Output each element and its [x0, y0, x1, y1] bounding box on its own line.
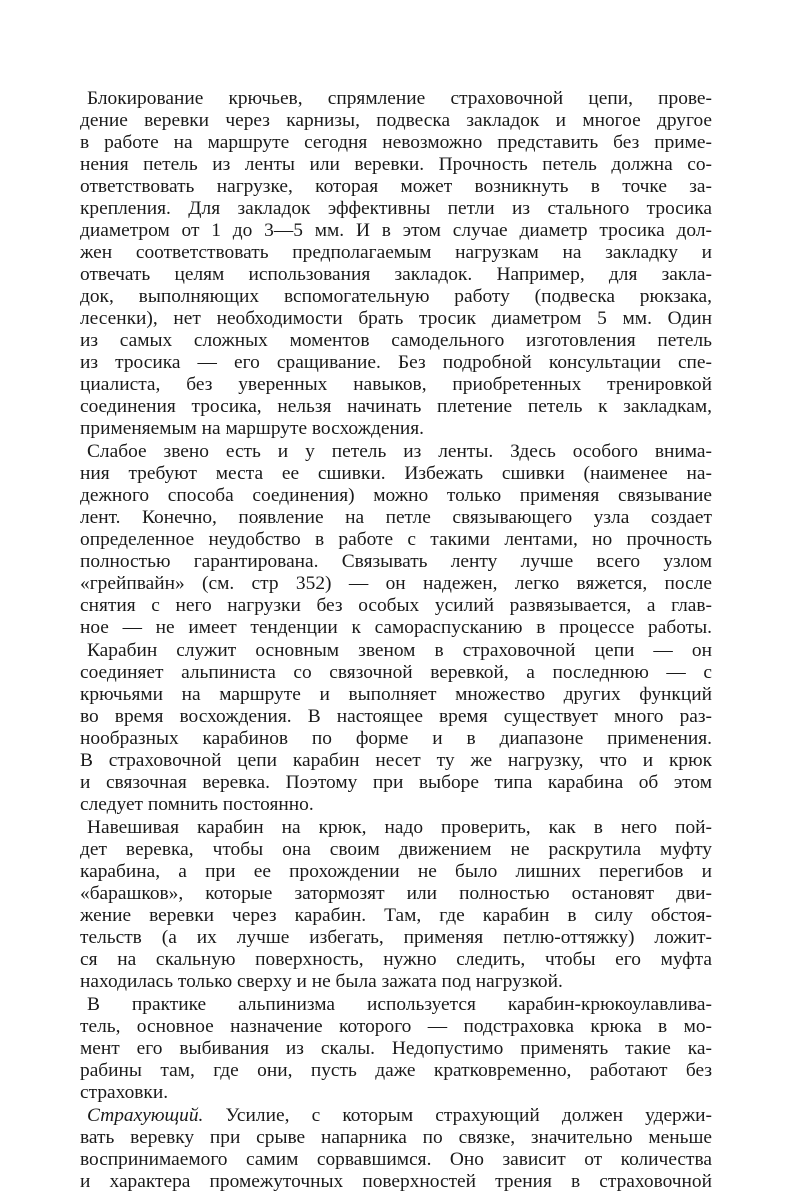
text-line: ния требуют места ее сшивки. Избежать сшивки (наименее на-	[80, 463, 712, 484]
text-line: соединения тросика, нельзя начинать плетение петель к закладкам,	[80, 396, 712, 417]
text-line: док, выполняющих вспомогательную работу (подвеска рюкзака,	[80, 286, 712, 307]
text-line: тельств (а их лучше избегать, применяя петлю-оттяжку) ложит-	[80, 927, 712, 948]
text-line: рабины там, где они, пусть даже кратковременно, работают без	[80, 1060, 712, 1081]
text-line: жение веревки через карабин. Там, где карабин в силу обстоя-	[80, 905, 712, 926]
text-line: «барашков», которые затормозят или полностью остановят дви-	[80, 883, 712, 904]
run-in-heading: Страхующий.	[87, 1105, 204, 1126]
text-line: из самых сложных моментов самодельного изготовления петель	[80, 330, 712, 351]
text-line: следует помнить постоянно.	[80, 794, 314, 815]
text-line: тель, основное назначение которого — подстраховка крюка в мо-	[80, 1016, 712, 1037]
text-line: карабина, а при ее прохождении не было лишних перегибов и	[80, 861, 712, 882]
text-line: ся на скальную поверхность, нужно следить, чтобы его муфта	[80, 949, 712, 970]
text-line: дение веревки через карнизы, подвеска закладок и многое другое	[80, 110, 712, 131]
text-line: применяемым на маршруте восхождения.	[80, 418, 425, 439]
text-line: вать веревку при срыве напарника по связке, значительно меньше	[80, 1127, 712, 1148]
text-line: Карабин служит основным звеном в страховочной цепи — он	[87, 640, 712, 661]
text-line: лесенки), нет необходимости брать тросик диаметром 5 мм. Один	[80, 308, 712, 329]
text-line: страховки.	[80, 1082, 169, 1103]
text-line: ответствовать нагрузке, которая может возникнуть в точке за-	[80, 176, 712, 197]
text-line: В практике альпинизма используется карабин-крюкоулавлива-	[87, 994, 712, 1015]
text-line: из тросика — его сращивание. Без подробной консультации спе-	[80, 352, 712, 373]
text-line: дежного способа соединения) можно только применяя связывание	[80, 485, 712, 506]
text-line: Слабое звено есть и у петель из ленты. Здесь особого внима-	[87, 441, 712, 462]
text-line: лент. Конечно, появление на петле связывающего узла создает	[80, 507, 712, 528]
text-line: Навешивая карабин на крюк, надо проверить, как в него пой-	[87, 817, 712, 838]
text-line: нообразных карабинов по форме и в диапазоне применения.	[80, 728, 712, 749]
text-line: мент его выбивания из скалы. Недопустимо применять такие ка-	[80, 1038, 712, 1059]
text-line: в работе на маршруте сегодня невозможно представить без приме-	[80, 132, 712, 153]
text-line: снятия с него нагрузки без особых усилий развязывается, а глав-	[80, 595, 712, 616]
text-line: жен соответствовать предполагаемым нагрузкам на закладку и	[80, 242, 712, 263]
text-line: крепления. Для закладок эффективны петли из стального тросика	[80, 198, 712, 219]
text-line: и характера промежуточных поверхностей трения в страховочной	[80, 1171, 712, 1192]
text-line	[80, 1105, 712, 1127]
text-line: дет веревка, чтобы она своим движением не раскрутила муфту	[80, 839, 712, 860]
text-line: нения петель из ленты или веревки. Прочность петель должна со-	[80, 154, 712, 175]
text-line: отвечать целям использования закладок. Например, для закла-	[80, 264, 712, 285]
text-line: во время восхождения. В настоящее время существует много раз-	[80, 706, 712, 727]
text-line: крючьями на маршруте и выполняет множество других функций	[80, 684, 712, 705]
text-line: и связочная веревка. Поэтому при выборе типа карабина об этом	[80, 772, 712, 793]
text-line: В страховочной цепи карабин несет ту же нагрузку, что и крюк	[80, 750, 712, 771]
text-line: воспринимаемого самим сорвавшимся. Оно зависит от количества	[80, 1149, 712, 1170]
text-run: Усилие, с которым страхующий должен удержи-	[203, 1105, 712, 1126]
text-line: соединяет альпиниста со связочной веревкой, а последнюю — с	[80, 662, 712, 683]
text-line: полностью гарантирована. Связывать ленту лучше всего узлом	[80, 551, 712, 572]
text-line: ное — не имеет тенденции к самораспусканию в процессе работы.	[80, 617, 712, 638]
text-line: циалиста, без уверенных навыков, приобретенных тренировкой	[80, 374, 712, 395]
text-line: определенное неудобство в работе с такими лентами, но прочность	[80, 529, 712, 550]
text-line: диаметром от 1 до 3—5 мм. И в этом случае диаметр тросика дол-	[80, 220, 712, 241]
text-line: Блокирование крючьев, спрямление страховочной цепи, прове-	[87, 88, 712, 109]
text-line: «грейпвайн» (см. стр 352) — он надежен, легко вяжется, после	[80, 573, 712, 594]
text-line: находилась только сверху и не была зажата под нагрузкой.	[80, 971, 563, 992]
